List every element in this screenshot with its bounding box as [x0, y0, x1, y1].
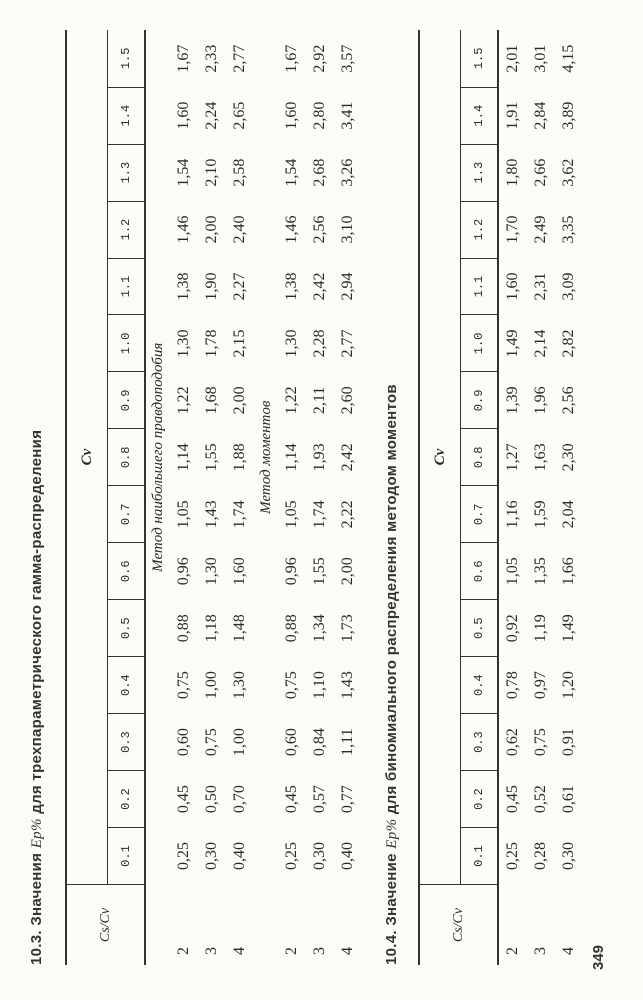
cell-value: 1,48: [231, 614, 248, 643]
cell-value: 0,88: [175, 614, 192, 643]
cell-value: 1,60: [175, 101, 192, 130]
cell-value: 1,66: [560, 557, 577, 586]
column-header: 0.5: [108, 600, 146, 657]
column-header-row: [108, 30, 146, 965]
cell-value: 0,75: [175, 671, 192, 700]
caption-suffix: для трехпараметрического гамма-распределения: [28, 429, 45, 814]
cell-value: 1,00: [203, 671, 220, 700]
table-10-4: [418, 30, 583, 965]
column-header: 1.2: [108, 201, 146, 258]
cell-value: 0,52: [532, 785, 549, 814]
column-header: 1.3: [108, 144, 146, 201]
cell-value: 2,49: [532, 215, 549, 244]
cell-value: 0,25: [283, 842, 300, 871]
column-header: 0.2: [108, 771, 146, 828]
column-header: 0.8: [108, 429, 146, 486]
method-row: [254, 30, 278, 965]
column-header: 0.6: [108, 543, 146, 600]
cell-value: 0,96: [175, 557, 192, 586]
cell-value: 0,28: [532, 842, 549, 871]
table-row: [170, 30, 198, 965]
cell-value: 1,91: [504, 101, 521, 130]
cell-value: 0,77: [339, 785, 356, 814]
cell-value: 0,60: [175, 728, 192, 757]
cell-value: 1,46: [175, 215, 192, 244]
cell-value: 1,14: [175, 443, 192, 472]
column-header: 0.7: [461, 486, 499, 543]
cell-value: 3,62: [560, 158, 577, 187]
table-row: [198, 30, 226, 965]
column-header: 0.9: [108, 372, 146, 429]
cell-value: 0,45: [175, 785, 192, 814]
cell-value: 2,24: [203, 101, 220, 130]
cell-value: 1,14: [283, 443, 300, 472]
cell-value: 1,39: [504, 386, 521, 415]
cell-value: 2,27: [231, 272, 248, 301]
table-row: [226, 30, 254, 965]
column-header: 1.4: [108, 87, 146, 144]
cell-value: 1,55: [203, 443, 220, 472]
caption-prefix: 10.3. Значения: [28, 852, 45, 965]
cell-value: 1,78: [203, 329, 220, 358]
cell-value: 2,66: [532, 158, 549, 187]
column-header: 0.8: [461, 429, 499, 486]
cell-value: 1,74: [231, 500, 248, 529]
cell-value: 0,96: [283, 557, 300, 586]
cell-value: 1,70: [504, 215, 521, 244]
cell-value: 2,01: [504, 44, 521, 73]
cell-value: 0,78: [504, 671, 521, 700]
cell-value: 0,30: [560, 842, 577, 871]
column-header: 0.6: [461, 543, 499, 600]
row-cs-value: 4: [560, 947, 577, 955]
cell-value: 2,30: [560, 443, 577, 472]
cell-value: 2,92: [311, 44, 328, 73]
row-header-cs-cv: Cs/Cv: [66, 885, 145, 966]
table-10-3-caption: [28, 430, 46, 965]
cell-value: 1,90: [203, 272, 220, 301]
cell-value: 1,88: [231, 443, 248, 472]
cell-value: 2,40: [231, 215, 248, 244]
cell-value: 1,00: [231, 728, 248, 757]
cell-value: 2,00: [203, 215, 220, 244]
cell-value: 1,22: [283, 386, 300, 415]
column-header: 0.4: [108, 657, 146, 714]
cell-value: 1,18: [203, 614, 220, 643]
spacer-cell: [254, 885, 278, 966]
cell-value: 2,28: [311, 329, 328, 358]
cell-value: 3,01: [532, 44, 549, 73]
table-10-4-caption: [383, 384, 401, 965]
cell-value: 3,57: [339, 44, 356, 73]
cell-value: 2,42: [311, 272, 328, 301]
cell-value: 2,77: [339, 329, 356, 358]
cell-value: 1,05: [504, 557, 521, 586]
cell-value: 0,25: [504, 842, 521, 871]
cell-value: 0,75: [532, 728, 549, 757]
cell-value: 1,22: [175, 386, 192, 415]
cell-value: 1,34: [311, 614, 328, 643]
cell-value: 2,33: [203, 44, 220, 73]
cell-value: 1,49: [560, 614, 577, 643]
cell-value: 2,00: [231, 386, 248, 415]
caption-prefix: 10.4. Значение: [383, 853, 400, 965]
row-cs-value: 2: [283, 947, 300, 955]
cell-value: 0,45: [283, 785, 300, 814]
cell-value: 0,30: [311, 842, 328, 871]
cell-value: 0,45: [504, 785, 521, 814]
cell-value: 1,68: [203, 386, 220, 415]
table-10-3-body: [145, 30, 362, 965]
table-row: [498, 30, 527, 965]
row-cs-value: 4: [339, 947, 356, 955]
cell-value: 1,10: [311, 671, 328, 700]
column-header: 0.5: [461, 600, 499, 657]
column-header: 0.9: [461, 372, 499, 429]
cell-value: 0,62: [504, 728, 521, 757]
table-row: [527, 30, 555, 965]
cell-value: 1,93: [311, 443, 328, 472]
table-row: [278, 30, 306, 965]
cell-value: 0,92: [504, 614, 521, 643]
cell-value: 0,75: [283, 671, 300, 700]
column-header: 0.2: [461, 771, 499, 828]
caption-suffix: для биномиального распределения методом моментов: [383, 384, 400, 815]
cell-value: 1,30: [175, 329, 192, 358]
spacer-cell: [145, 885, 170, 966]
cell-value: 0,70: [231, 785, 248, 814]
cell-value: 1,30: [203, 557, 220, 586]
cell-value: 4,15: [560, 44, 577, 73]
cell-value: 0,50: [203, 785, 220, 814]
cell-value: 2,10: [203, 158, 220, 187]
cell-value: 3,41: [339, 101, 356, 130]
method-label: Метод моментов: [257, 400, 274, 514]
cell-value: 2,56: [560, 386, 577, 415]
cell-value: 0,30: [203, 842, 220, 871]
row-cs-value: 2: [175, 947, 192, 955]
cell-value: 0,91: [560, 728, 577, 757]
column-header: 1.5: [108, 30, 146, 87]
column-header: 1.0: [461, 315, 499, 372]
cell-value: 0,60: [283, 728, 300, 757]
column-header: 0.7: [108, 486, 146, 543]
cell-value: 2,58: [231, 158, 248, 187]
column-header: 1.5: [461, 30, 499, 87]
cell-value: 1,73: [339, 614, 356, 643]
method-label: Метод наибольшего правдоподобия: [149, 342, 166, 572]
cell-value: 1,43: [203, 500, 220, 529]
col-group-cv: Cv: [419, 30, 461, 885]
cell-value: 0,75: [203, 728, 220, 757]
cell-value: 1,49: [504, 329, 521, 358]
page-number: 349: [590, 944, 607, 970]
column-header: 0.3: [108, 714, 146, 771]
cell-value: 2,60: [339, 386, 356, 415]
cell-value: 2,11: [311, 386, 328, 415]
cell-value: 1,38: [175, 272, 192, 301]
column-header: 0.1: [461, 828, 499, 885]
cell-value: 1,74: [311, 500, 328, 529]
column-header: 1.4: [461, 87, 499, 144]
cell-value: 2,56: [311, 215, 328, 244]
table-row: [334, 30, 362, 965]
cell-value: 2,22: [339, 500, 356, 529]
column-header: 1.3: [461, 144, 499, 201]
cell-value: 3,89: [560, 101, 577, 130]
caption-symbol: Ep%: [384, 818, 400, 849]
column-header: 1.0: [108, 315, 146, 372]
cell-value: 2,14: [532, 329, 549, 358]
cell-value: 2,82: [560, 329, 577, 358]
cell-value: 2,42: [339, 443, 356, 472]
cell-value: 1,96: [532, 386, 549, 415]
cell-value: 1,27: [504, 443, 521, 472]
cell-value: 0,84: [311, 728, 328, 757]
cell-value: 2,84: [532, 101, 549, 130]
cell-value: 0,25: [175, 842, 192, 871]
cell-value: 1,43: [339, 671, 356, 700]
cell-value: 1,30: [283, 329, 300, 358]
cell-value: 1,60: [231, 557, 248, 586]
cell-value: 1,67: [175, 44, 192, 73]
cell-value: 1,19: [532, 614, 549, 643]
cell-value: 1,20: [560, 671, 577, 700]
row-cs-value: 2: [504, 947, 521, 955]
cell-value: 3,09: [560, 272, 577, 301]
table-row: [555, 30, 583, 965]
cell-value: 0,61: [560, 785, 577, 814]
cell-value: 2,00: [339, 557, 356, 586]
cell-value: 2,77: [231, 44, 248, 73]
cell-value: 0,88: [283, 614, 300, 643]
cell-value: 1,60: [504, 272, 521, 301]
cell-value: 2,94: [339, 272, 356, 301]
row-cs-value: 3: [311, 947, 328, 955]
cell-value: 2,31: [532, 272, 549, 301]
column-header: 1.1: [108, 258, 146, 315]
cell-value: 2,68: [311, 158, 328, 187]
cell-value: 1,54: [283, 158, 300, 187]
row-cs-value: 3: [203, 947, 220, 955]
cell-value: 3,35: [560, 215, 577, 244]
table-row: [306, 30, 334, 965]
cell-value: 2,04: [560, 500, 577, 529]
column-header: 0.4: [461, 657, 499, 714]
cell-value: 1,63: [532, 443, 549, 472]
cell-value: 1,55: [311, 557, 328, 586]
cell-value: 1,05: [175, 500, 192, 529]
cell-value: 1,60: [283, 101, 300, 130]
cell-value: 1,30: [231, 671, 248, 700]
cell-value: 0,40: [339, 842, 356, 871]
cell-value: 1,11: [339, 728, 356, 756]
method-row: [145, 30, 170, 965]
column-header: 1.1: [461, 258, 499, 315]
cell-value: 3,26: [339, 158, 356, 187]
cell-value: 2,80: [311, 101, 328, 130]
row-cs-value: 4: [231, 947, 248, 955]
column-header: 1.2: [461, 201, 499, 258]
column-header-row: [461, 30, 499, 965]
cell-value: 1,54: [175, 158, 192, 187]
cell-value: 3,10: [339, 215, 356, 244]
column-header: 0.3: [461, 714, 499, 771]
cell-value: 2,65: [231, 101, 248, 130]
cell-value: 1,59: [532, 500, 549, 529]
row-header-cs-cv: Cs/Cv: [419, 885, 498, 966]
cell-value: 1,35: [532, 557, 549, 586]
cell-value: 1,67: [283, 44, 300, 73]
cell-value: 1,80: [504, 158, 521, 187]
row-cs-value: 3: [532, 947, 549, 955]
caption-symbol: Ep%: [29, 818, 45, 849]
cell-value: 1,38: [283, 272, 300, 301]
cell-value: 1,05: [283, 500, 300, 529]
cell-value: 0,97: [532, 671, 549, 700]
table-10-4-body: [498, 30, 583, 965]
cell-value: 2,15: [231, 329, 248, 358]
cell-value: 1,16: [504, 500, 521, 529]
cell-value: 1,46: [283, 215, 300, 244]
col-group-cv: Cv: [66, 30, 108, 885]
cell-value: 0,40: [231, 842, 248, 871]
column-header: 0.1: [108, 828, 146, 885]
cell-value: 0,57: [311, 785, 328, 814]
table-10-3: [65, 30, 362, 965]
